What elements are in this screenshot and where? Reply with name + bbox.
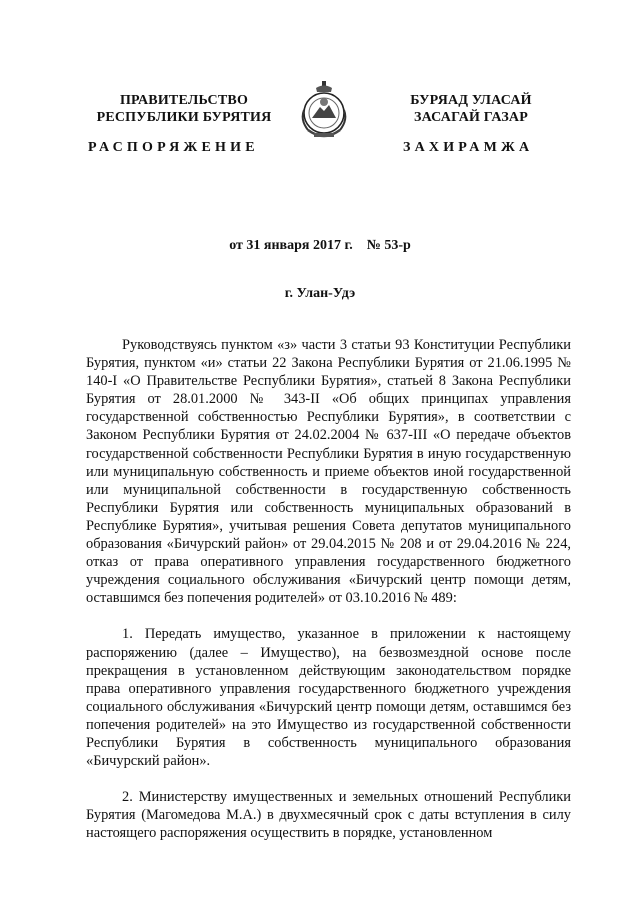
government-name-bua-line-1: БУРЯАД УЛАСАЙ xyxy=(410,93,532,108)
document-type-ru: РАСПОРЯЖЕНИЕ xyxy=(88,140,259,155)
government-name-line-1: ПРАВИТЕЛЬСТВО xyxy=(119,93,249,108)
government-name-ru xyxy=(84,92,284,126)
document-date-number: от 31 января 2017 г. № 53-р xyxy=(229,238,411,253)
coat-of-arms-emblem xyxy=(298,80,350,142)
clause-1-paragraph: 1. Передать имущество, указанное в приложении к настоящему распоряжению (далее – Имущество), на безвозмездной основе после прекращения в установленном действующим законодательством порядке права оперативного управления государственного бюджетного учреждения социального обслуживания «Бичурский центр помощи детям, оставшимся без попечения родителей» на это Имущество из государственной собственности Республики Бурятия в собственность муниципального образования «Бичурский район». xyxy=(86,626,571,770)
government-name-bua xyxy=(372,92,570,126)
document-city: г. Улан-Удэ xyxy=(284,286,356,301)
clause-2-paragraph: 2. Министерству имущественных и земельных отношений Республики Бурятия (Магомедова М.А.) в двухмесячный срок с даты вступления в силу настоящего распоряжения осуществить в порядке, установленном xyxy=(86,789,571,842)
preamble-paragraph: Руководствуясь пунктом «з» части 3 статьи 93 Конституции Республики Бурятия, пунктом «и» статьи 22 Закона Республики Бурятия от 21.06.1995 № 140-I «О Правительстве Республики Бурятия», статьей 8 Закона Республики Бурятия от 28.01.2000 № 343-II «Об общих принципах управления государственной собственностью Республики Бурятия», в соответствии с Законом Республики Бурятия от 24.02.2004 № 637-III «О передаче объектов государственной собственности Республики Бурятия в иную государственную или муниципальную собственность и приеме объектов иной государственной или муниципальной собственности в государственную собственность Республики Бурятия или собственность муниципальных образований в Республике Бурятия», учитывая решения Совета депутатов муниципального образования «Бичурский район» от 29.04.2015 № 208 и от 29.04.2016 № 224, отказ от права оперативного управления государственного бюджетного учреждения социального обслуживания «Бичурский центр помощи детям, оставшимся без попечения родителей» от 03.10.2016 № 489: xyxy=(86,337,571,607)
document-type-bua: ЗАХИРАМЖА xyxy=(403,140,534,155)
government-name-line-2: РЕСПУБЛИКИ БУРЯТИЯ xyxy=(96,110,272,125)
government-name-bua-line-2: ЗАСАГАЙ ГАЗАР xyxy=(413,110,528,125)
document-body xyxy=(86,336,571,842)
